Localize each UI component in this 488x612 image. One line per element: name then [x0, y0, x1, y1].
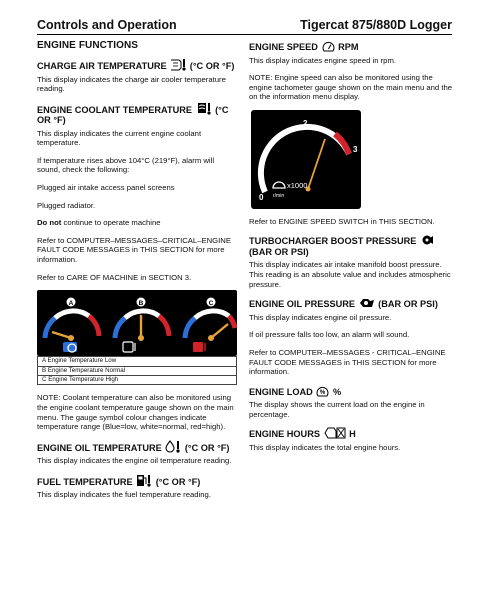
charge-air-temperature-icon — [170, 58, 186, 71]
gauge-letter-b: B — [138, 300, 144, 308]
tach-label-0: 0 — [259, 192, 264, 202]
coolant-p4: Plugged radiator. — [37, 200, 96, 210]
engine-hours-title: ENGINE HOURS H — [249, 429, 356, 440]
legend-row: A Engine Temperature Low — [38, 356, 236, 365]
oil-temp-title: ENGINE OIL TEMPERATURE (°C OR °F) — [37, 440, 237, 454]
engine-load-icon — [316, 385, 329, 397]
turbo-boost-title: TURBOCHARGER BOOST PRESSURE (BAR OR PSI) — [249, 234, 452, 257]
tach-label-1: 1 — [261, 152, 266, 162]
engine-load-text: The display shows the current load on the engine in percentage. — [249, 400, 425, 419]
fuel-temp-title: FUEL TEMPERATURE (°C OR °F) — [37, 474, 237, 488]
engine-speed-p3: Refer to ENGINE SPEED SWITCH in THIS SECTION. — [249, 216, 435, 226]
tach-unit: r/min — [273, 192, 285, 199]
coolant-normal-icon — [123, 342, 133, 352]
coolant-p5: Do not continue to operate machine — [37, 218, 161, 228]
coolant-p6: Refer to COMPUTER–MESSAGES–CRITICAL–ENGINE FAULT CODE MESSAGES in THIS SECTION for more information. — [37, 235, 231, 265]
oil-temperature-icon — [165, 440, 181, 453]
tach-label-3: 3 — [353, 144, 358, 154]
tach-multiplier: x1000 — [287, 180, 308, 190]
coolant-p1: This display indicates the current engine coolant temperature. — [37, 128, 202, 148]
engine-hours-icon — [324, 427, 346, 439]
gauge-normal — [115, 298, 169, 353]
legend-row: B Engine Temperature Normal — [38, 366, 236, 375]
charge-air-title: CHARGE AIR TEMPERATURE (°C OR °F) — [37, 58, 237, 72]
turbocharger-icon — [420, 234, 434, 246]
engine-load-title: ENGINE LOAD % % — [249, 386, 342, 397]
turbo-boost-text: This display indicates air intake manifold boost pressure. This reading is an absolute value and includes atmospheric pressure. — [249, 260, 451, 289]
coolant-title: ENGINE COOLANT TEMPERATURE (°C OR °F) — [37, 102, 237, 126]
coolant-note: NOTE: Coolant temperature can also be monitored using the engine coolant temperature gauge shown on the main menu. The gauge symbol colour changes indicate temperature range (Blue=low, white=normal, red=high). — [37, 393, 234, 432]
tachometer-illustration — [251, 110, 361, 209]
section-title: ENGINE FUNCTIONS — [37, 40, 139, 51]
oil-pressure-icon — [359, 297, 375, 309]
fuel-temp-text: This display indicates the fuel temperature reading. — [37, 490, 211, 500]
right-column — [249, 40, 452, 461]
gauge-low — [45, 298, 99, 353]
redline-zone — [335, 134, 349, 154]
coolant-p2: If temperature rises above 104°C (219°F), alarm will sound, check the following: — [37, 155, 215, 175]
gauge-high-needle — [211, 324, 228, 338]
coolant-hot-icon — [193, 342, 203, 352]
gauge-letter-c: C — [208, 300, 214, 308]
gauge-letter-a: A — [68, 300, 74, 308]
engine-speed-icon — [322, 40, 335, 52]
header-section-title: Controls and Operation — [37, 18, 177, 32]
engine-speed-p1: This display indicates engine speed in rpm. — [249, 55, 396, 65]
gauge-legend — [37, 356, 237, 385]
engine-speed-title: ENGINE SPEED RPM — [249, 42, 359, 52]
tachometer-needle — [308, 139, 325, 189]
oil-temp-text: This display indicates the engine oil temperature reading. — [37, 456, 232, 466]
oil-pressure-p3: Refer to COMPUTER–MESSAGES - CRITICAL–ENGINE FAULT CODE MESSAGES in THIS SECTION for more information. — [249, 347, 446, 377]
oil-pressure-p2: If oil pressure falls too low, an alarm will sound. — [249, 330, 410, 340]
tach-speed-icon — [273, 182, 285, 188]
oil-pressure-title: ENGINE OIL PRESSURE (BAR OR PSI) — [249, 299, 438, 310]
gauge-high — [185, 298, 235, 353]
header-manual-title: Tigercat 875/880D Logger — [300, 18, 452, 32]
coolant-p7: Refer to CARE OF MACHINE in SECTION 3. — [37, 272, 192, 282]
left-column — [37, 40, 237, 508]
coolant-gauge-illustration — [37, 290, 237, 356]
engine-speed-note: NOTE: Engine speed can also be monitored using the engine tachometer gauge shown on the main menu and the on the information menu display. — [249, 73, 453, 102]
tach-label-2: 2 — [303, 118, 308, 128]
coolant-p3: Plugged air intake access panel screens — [37, 183, 175, 193]
charge-air-text: This display indicates the charge air cooler temperature reading. — [37, 74, 226, 94]
oil-pressure-p1: This display indicates engine oil pressure. — [249, 312, 392, 322]
header-rule — [37, 34, 452, 35]
coolant-temperature-icon — [196, 102, 212, 115]
fuel-temperature-icon — [136, 474, 152, 487]
engine-hours-text: This display indicates the total engine hours. — [249, 442, 401, 452]
svg-text:%: % — [320, 389, 326, 396]
legend-row: C Engine Temperature High — [38, 375, 236, 384]
